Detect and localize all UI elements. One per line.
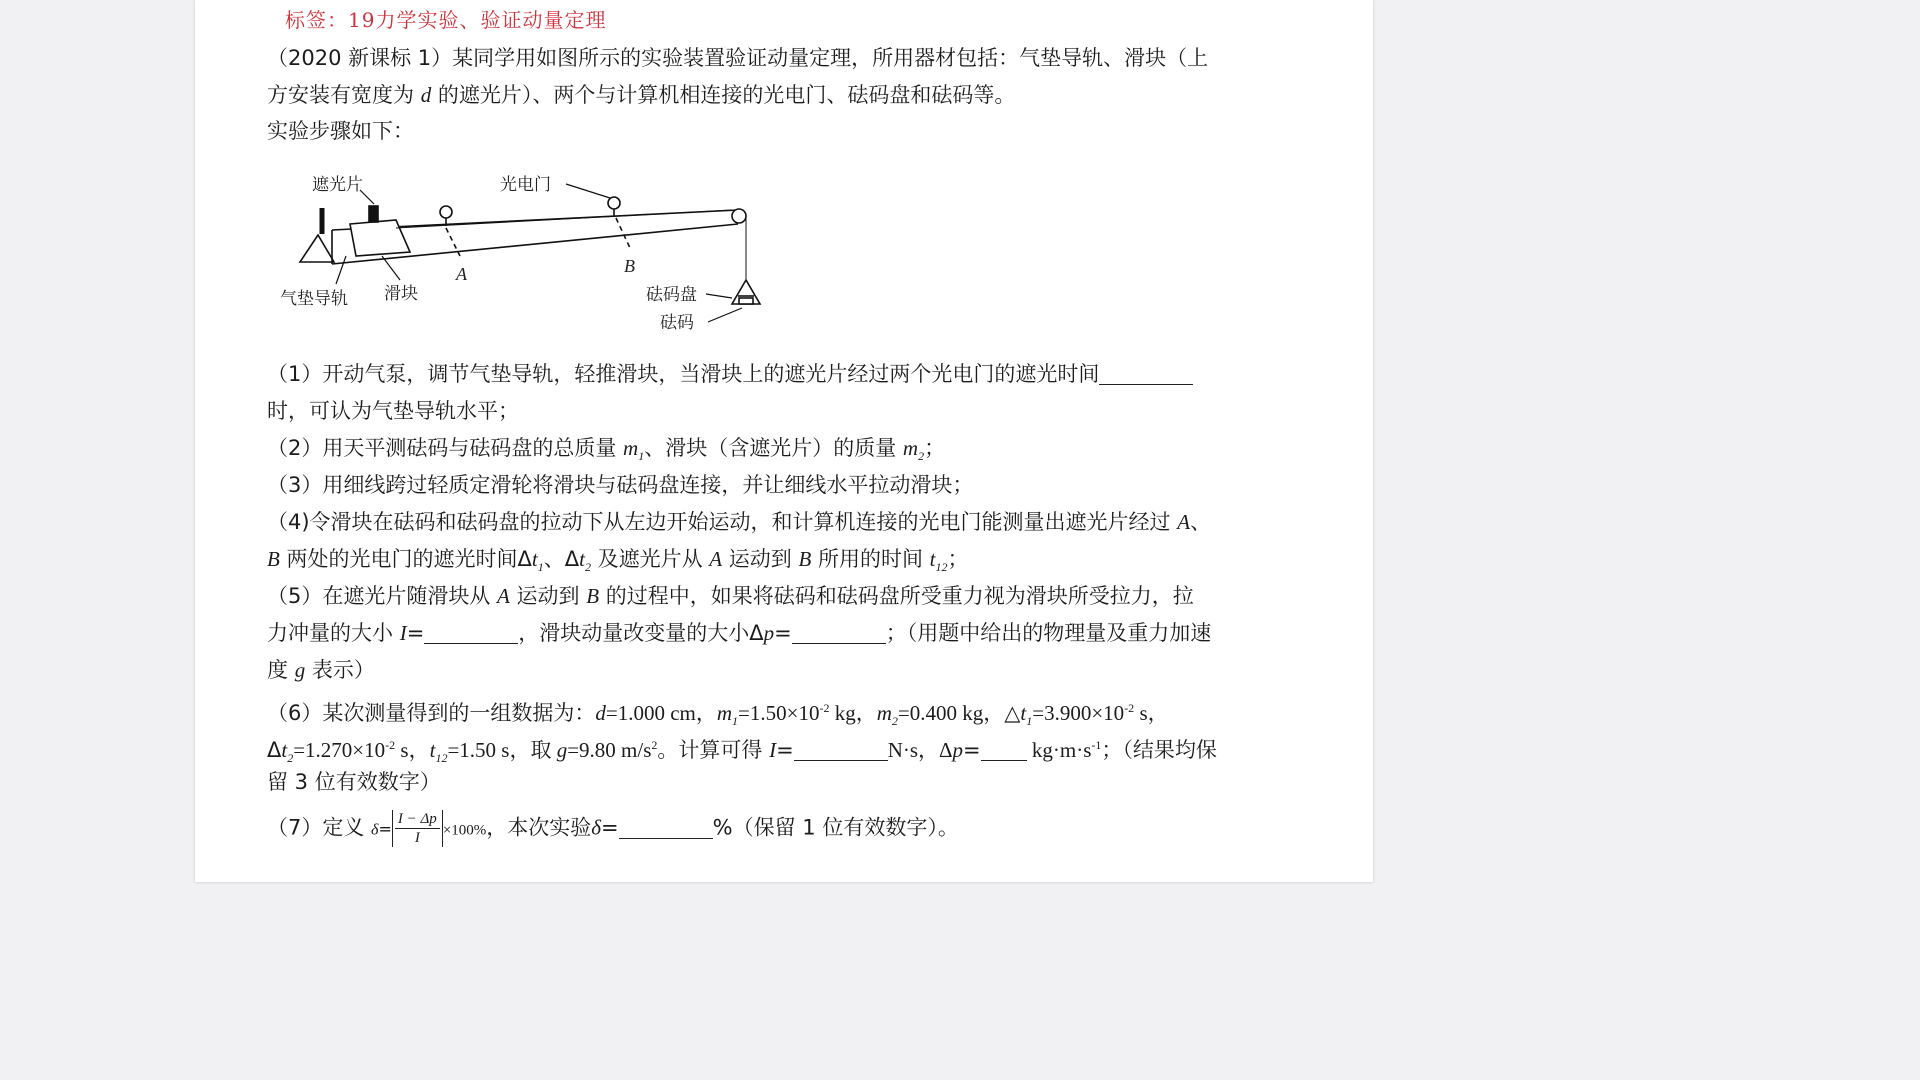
sub: 12: [435, 751, 448, 766]
label-shading-plate: 遮光片: [312, 175, 363, 195]
text: 运动到: [722, 547, 799, 571]
sub: 1: [732, 714, 739, 729]
text: ×100%: [442, 822, 487, 839]
value: =1.270×10: [293, 738, 386, 762]
var: g: [556, 738, 568, 762]
step-5-line-2: [267, 618, 1211, 648]
shading-plate: [369, 206, 378, 222]
answer-blank-I-value[interactable]: [794, 738, 888, 761]
text: 、Δ: [543, 547, 580, 571]
var: A: [1177, 510, 1191, 534]
text: =: [406, 621, 425, 645]
var: m: [716, 701, 733, 725]
text: 两处的光电门的遮光时间Δ: [279, 547, 532, 571]
text: （1）开动气泵，调节气垫导轨，轻推滑块，当滑块上的遮光片经过两个光电门的遮光时间: [267, 362, 1100, 386]
pulley: [732, 209, 746, 223]
var: m: [902, 436, 919, 460]
var: B: [586, 584, 600, 608]
var: p: [763, 621, 775, 645]
answer-blank-1[interactable]: [1099, 362, 1193, 385]
sub: 2: [287, 751, 294, 766]
step-5-line-3: [267, 655, 375, 685]
text: =: [601, 815, 619, 840]
slider-block: [350, 220, 410, 256]
sub: 2: [918, 449, 925, 464]
exp: 2: [651, 738, 658, 752]
text: （7）定义: [267, 815, 372, 840]
value: =1.50×10: [738, 701, 820, 725]
text: =: [963, 738, 981, 762]
step-1-line-1: [267, 359, 1193, 389]
step-7: [267, 810, 959, 847]
sub: 1: [638, 449, 645, 464]
unit: N·s，Δ: [887, 738, 953, 762]
var: A: [497, 584, 510, 608]
step-1-line-2: 时，可认为气垫导轨水平；: [267, 399, 519, 423]
text: 力冲量的大小: [267, 621, 400, 645]
var: I: [399, 621, 407, 645]
fraction: [395, 810, 440, 847]
var: A: [709, 547, 723, 571]
text: 方安装有宽度为: [267, 83, 421, 107]
text: 。计算可得: [657, 738, 770, 762]
exp: -2: [385, 738, 396, 752]
text: 、: [1190, 510, 1212, 534]
apparatus-figure: [276, 168, 776, 340]
text: ；: [947, 547, 969, 571]
text: （6）某次测量得到的一组数据为：: [267, 701, 596, 725]
answer-blank-delta[interactable]: [619, 816, 713, 839]
var: B: [267, 547, 280, 571]
delta: Δ: [267, 738, 282, 762]
step-5-line-1: [267, 581, 1194, 611]
label-weights: 砝码: [660, 313, 694, 333]
label-weight-pan: 砝码盘: [646, 285, 697, 305]
var: t: [1020, 701, 1027, 725]
step-4-line-2: [267, 544, 969, 582]
var: t: [579, 547, 585, 571]
unit: kg，: [829, 701, 877, 725]
text: 的遮光片）、两个与计算机相连接的光电门、砝码盘和砝码等。: [431, 83, 1016, 107]
text: ；: [924, 436, 946, 460]
delta: △: [1004, 701, 1021, 725]
text: =: [378, 819, 392, 839]
text: （5）在遮光片随滑块从: [267, 584, 498, 608]
abs-value: [392, 810, 443, 847]
rail-support: [300, 235, 334, 262]
answer-blank-momentum[interactable]: [792, 621, 886, 644]
text: 所用的时间: [811, 547, 930, 571]
text: =: [774, 621, 792, 645]
unit: kg·m·s: [1026, 738, 1092, 762]
intro-line-2: [267, 80, 1015, 110]
label-B: B: [624, 256, 635, 276]
label-air-track: 气垫导轨: [280, 289, 348, 309]
var: δ: [591, 815, 602, 840]
step-6-line-3: 留 3 位有效数字）: [267, 770, 441, 794]
unit: s，: [1134, 701, 1169, 725]
text: =: [776, 738, 794, 762]
sub: 12: [935, 560, 948, 575]
numerator: I − Δp: [395, 810, 440, 829]
var: t: [929, 547, 936, 571]
var: m: [876, 701, 892, 725]
value: =3.900×10: [1032, 701, 1125, 725]
intro-line-1: （2020 新课标 1）某同学用如图所示的实验装置验证动量定理，所用器材包括：气垫导轨、滑块（上: [267, 46, 1209, 70]
sub: 2: [891, 714, 898, 729]
text: ，滑块动量改变量的大小Δ: [518, 621, 764, 645]
sub: 1: [537, 560, 544, 575]
exp: -2: [819, 701, 830, 715]
text: 及遮光片从: [590, 547, 710, 571]
answer-blank-impulse[interactable]: [424, 621, 518, 644]
sub: 2: [584, 560, 591, 575]
var: m: [623, 436, 639, 460]
text: （4)令滑块在砝码和砝码盘的拉动下从左边开始运动，和计算机连接的光电门能测量出遮光片经过: [267, 510, 1178, 534]
answer-blank-p-value[interactable]: [981, 738, 1027, 761]
value: =9.80 m/s: [567, 738, 652, 762]
text: （2）用天平测砝码与砝码盘的总质量: [267, 436, 624, 460]
text: 的过程中，如果将砝码和砝码盘所受重力视为滑块所受拉力，拉: [599, 584, 1194, 608]
text: %（保留 1 位有效数字）。: [712, 815, 959, 840]
value: =1.50 s，取: [447, 738, 557, 762]
var: t: [429, 738, 436, 762]
exp: -2: [1124, 701, 1135, 715]
text: ，本次实验: [486, 815, 592, 840]
photogate-A: [440, 206, 452, 218]
var: I: [769, 738, 777, 762]
var: t: [281, 738, 288, 762]
weights: [739, 298, 753, 304]
text: ；（结果均保: [1101, 738, 1217, 762]
var: B: [798, 547, 812, 571]
step-2: [267, 433, 945, 471]
text: 运动到: [509, 584, 587, 608]
label-A: A: [456, 264, 467, 284]
label-photogate: 光电门: [500, 175, 551, 195]
var: p: [952, 738, 964, 762]
photogate-B: [608, 197, 620, 209]
var: δ: [371, 821, 379, 839]
label-slider: 滑块: [384, 284, 418, 304]
exp: -1: [1091, 738, 1102, 752]
question-tag: 标签：19力学实验、验证动量定理: [285, 8, 607, 32]
intro-line-3: 实验步骤如下：: [267, 119, 414, 143]
var: d: [595, 701, 606, 725]
text: ；（用题中给出的物理量及重力加速: [885, 621, 1212, 645]
value: =1.000 cm，: [605, 701, 717, 725]
step-3: （3）用细线跨过轻质定滑轮将滑块与砝码盘连接，并让细线水平拉动滑块；: [267, 473, 974, 497]
sub: 1: [1026, 714, 1033, 729]
text: 、滑块（含遮光片）的质量: [644, 436, 903, 460]
value: =0.400 kg，: [897, 701, 1005, 725]
text: 度: [267, 658, 295, 682]
denominator: I: [414, 830, 420, 846]
step-4-line-1: [267, 507, 1211, 537]
unit: s，: [395, 738, 430, 762]
var: g: [294, 658, 306, 682]
var-d: d: [420, 83, 432, 107]
var: t: [531, 547, 538, 571]
text: 表示）: [305, 658, 375, 682]
